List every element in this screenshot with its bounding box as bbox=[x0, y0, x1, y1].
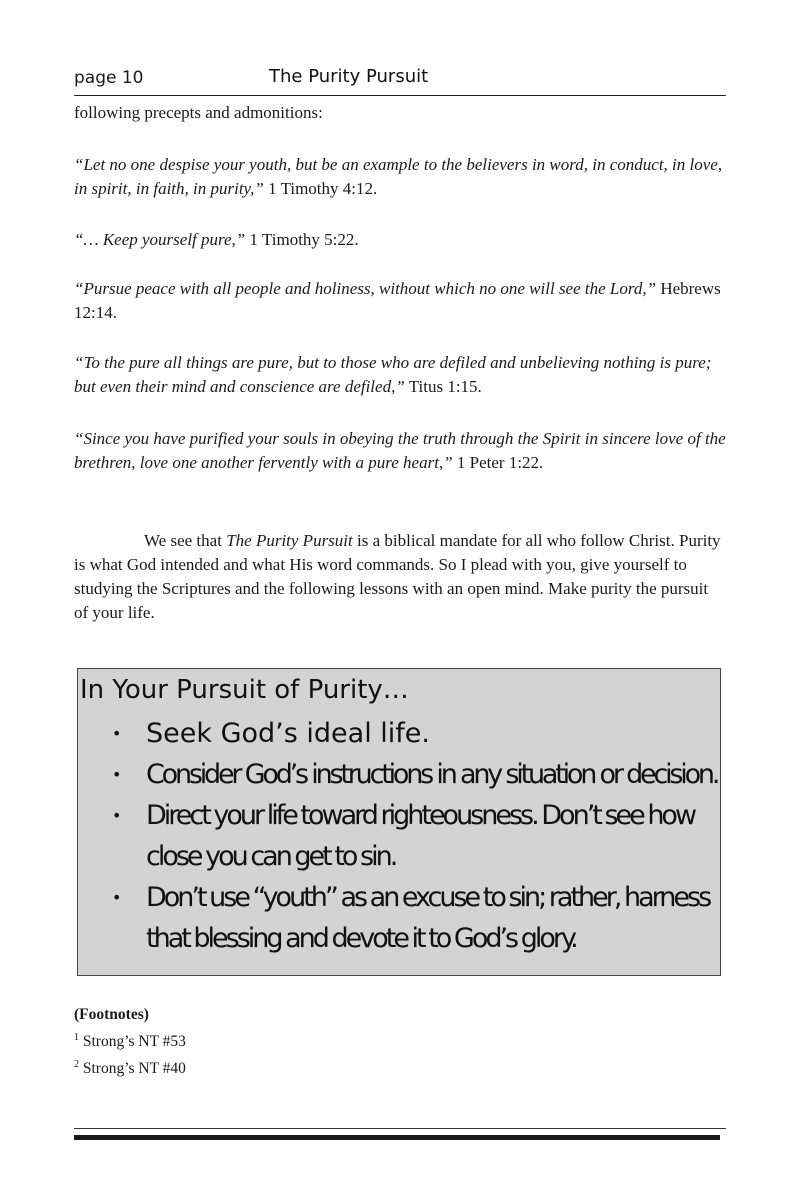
scripture-quote: “… Keep yourself pure,” bbox=[74, 230, 246, 249]
list-item bbox=[78, 795, 718, 877]
scripture-1 bbox=[74, 153, 726, 201]
header-rule bbox=[74, 95, 726, 96]
scripture-quote: “Let no one despise your youth, but be an example to the believers in word, in conduct, in love, in spirit, in faith, in purity,” bbox=[74, 155, 723, 198]
scripture-ref: Titus 1:15. bbox=[404, 377, 482, 396]
page-header bbox=[74, 66, 726, 94]
list-item bbox=[78, 877, 718, 959]
scripture-5 bbox=[74, 427, 726, 475]
closing-lead: We see that bbox=[144, 531, 227, 550]
running-title: The Purity Pursuit bbox=[269, 66, 429, 87]
scripture-ref: 1 Peter 1:22. bbox=[452, 453, 544, 472]
footer-rule-thick bbox=[74, 1135, 720, 1140]
bullet-icon: • bbox=[112, 888, 122, 907]
bullet-icon: • bbox=[112, 724, 122, 743]
footnote-number: 2 bbox=[74, 1059, 79, 1071]
scripture-ref: 1 Timothy 4:12. bbox=[263, 179, 378, 198]
scripture-4 bbox=[74, 351, 726, 399]
footnote-text: Strong’s NT #40 bbox=[79, 1060, 186, 1078]
list-item bbox=[78, 713, 718, 754]
page-number: page 10 bbox=[74, 68, 144, 88]
bullet-icon: • bbox=[112, 765, 122, 784]
bullet-icon: • bbox=[112, 806, 122, 825]
footer-rule-thin bbox=[74, 1128, 726, 1129]
footnotes-heading: (Footnotes) bbox=[74, 1006, 149, 1023]
callout-title: In Your Pursuit of Purity… bbox=[80, 675, 409, 705]
closing-paragraph bbox=[74, 529, 726, 625]
scripture-quote: “To the pure all things are pure, but to those who are defiled and unbelieving nothing is pure; but even their mind and conscience are defiled,” bbox=[74, 353, 712, 396]
list-item bbox=[78, 754, 718, 795]
callout-item-text: Direct your life toward righteousness. Don’t see how close you can get to sin. bbox=[146, 800, 695, 872]
callout-item-text: Don’t use “youth” as an excuse to sin; rather, harness that blessing and devote it to God’s glory. bbox=[146, 882, 710, 954]
scripture-quote: “Since you have purified your souls in obeying the truth through the Spirit in sincere love of the brethren, love one another fervently with a pure heart,” bbox=[74, 429, 726, 472]
closing-rest: is a biblical mandate for all who follow Christ. Purity is what God intended and what His word commands. So I plead with you, give yourself to studying the Scriptures and the following lessons with an open mind. Make purity the pursuit of your life. bbox=[74, 531, 721, 622]
scripture-3 bbox=[74, 277, 726, 325]
footnote-item bbox=[74, 1026, 186, 1053]
callout-list bbox=[78, 713, 718, 959]
scripture-ref: 1 Timothy 5:22. bbox=[245, 230, 359, 249]
callout-item-text: Seek God’s ideal life. bbox=[146, 718, 430, 749]
scripture-ref: Hebrews 12:14. bbox=[74, 279, 721, 322]
footnote-number: 1 bbox=[74, 1032, 79, 1043]
footnote-item bbox=[74, 1053, 186, 1080]
intro-line: following precepts and admonitions: bbox=[74, 103, 323, 122]
footnote-text: Strong’s NT #53 bbox=[79, 1033, 186, 1051]
scripture-quote: “Pursue peace with all people and holiness, without which no one will see the Lord,” bbox=[74, 279, 657, 298]
purity-callout-box bbox=[77, 668, 721, 976]
callout-item-text: Consider God’s instructions in any situation or decision. bbox=[146, 759, 718, 790]
footnotes bbox=[74, 1003, 186, 1080]
closing-title: The Purity Pursuit bbox=[226, 531, 353, 550]
scripture-2 bbox=[74, 228, 726, 252]
